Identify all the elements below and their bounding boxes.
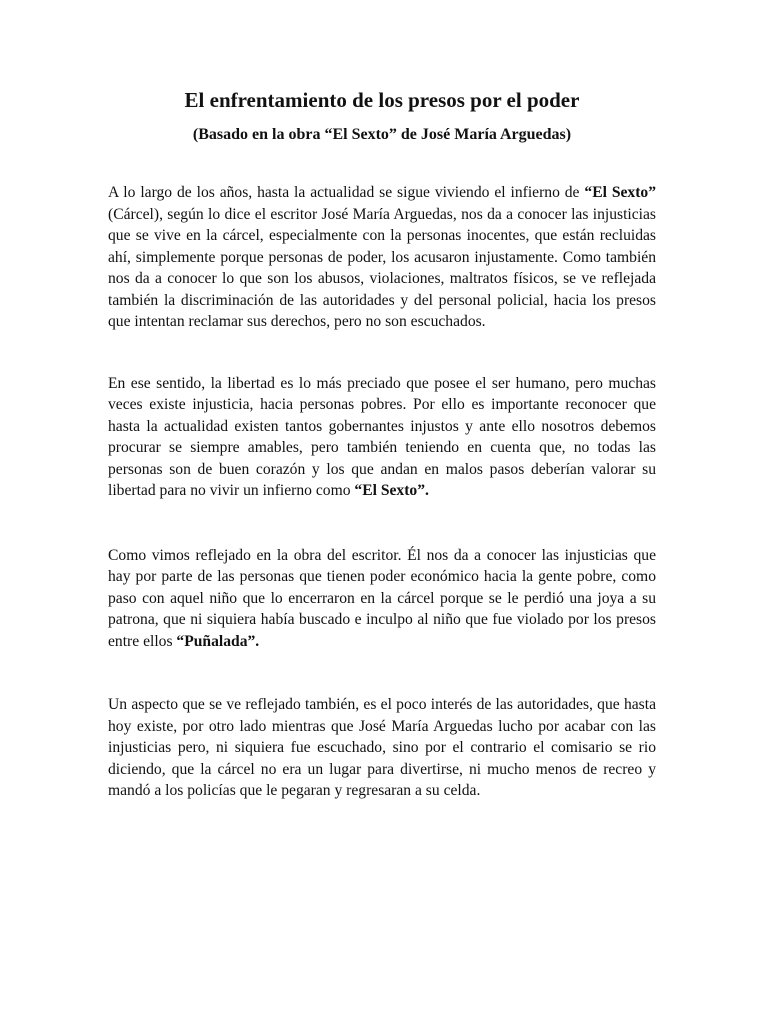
- paragraph-1-text-rest: (Cárcel), según lo dice el escritor José María Arguedas, nos da a conocer las injusticias que se vive en la cárcel, especialmente con la personas inocentes, que están recluidas ahí, simplemente porque personas de poder, los acusaron injustamente. Como también nos da a conocer lo que son los abusos, violaciones, maltratos físicos, se ve reflejada también la discriminación de las autoridades y del personal policial, hacia los presos que intentan reclamar sus derechos, pero no son escuchados.: [108, 205, 656, 330]
- document-title: El enfrentamiento de los presos por el poder: [184, 88, 580, 112]
- paragraph-2: [108, 373, 656, 502]
- paragraph-1-bold-title: “El Sexto”: [584, 184, 656, 201]
- document-subtitle: (Basado en la obra “El Sexto” de José María Arguedas): [192, 126, 572, 143]
- paragraph-3-text: Como vimos reflejado en la obra del escritor. Él nos da a conocer las injusticias que hay por parte de las personas que tienen poder económico hacia la gente pobre, como paso con aquel niño que lo encerraron en la cárcel porque se le perdió una joya a su patrona, que ni siquiera había buscado e inculpo al niño que fue violado por los presos entre ellos: [108, 546, 656, 650]
- paragraph-3: [108, 545, 656, 653]
- paragraph-3-bold-name: “Puñalada”.: [176, 632, 260, 650]
- paragraph-4: Un aspecto que se ve reflejado también, es el poco interés de las autoridades, que hasta hoy existe, por otro lado mientras que José María Arguedas lucho por acabar con las injusticias pero, ni siquiera fue escuchado, sino por el contrario el comisario se rio diciendo, que la cárcel no era un lugar para divertirse, ni mucho menos de recreo y mandó a los policías que le pegaran y regresaran a su celda.: [108, 696, 656, 799]
- paragraph-2-bold-title: “El Sexto”.: [354, 482, 429, 499]
- paragraph-2-text: En ese sentido, la libertad es lo más preciado que posee el ser humano, pero muchas veces existe injusticia, hacia personas pobres. Por ello es importante reconocer que hasta la actualidad existen tantos gobernantes injustos y ante ello nosotros debemos procurar se siempre amables, pero también teniendo en cuenta que, no todas las personas son de buen corazón y los que andan en malos pasos deberían valorar su libertad para no vivir un infierno como: [108, 374, 656, 499]
- paragraph-1-text-start: A lo largo de los años, hasta la actualidad se sigue viviendo el infierno de: [108, 184, 585, 201]
- paragraph-1: [108, 182, 656, 333]
